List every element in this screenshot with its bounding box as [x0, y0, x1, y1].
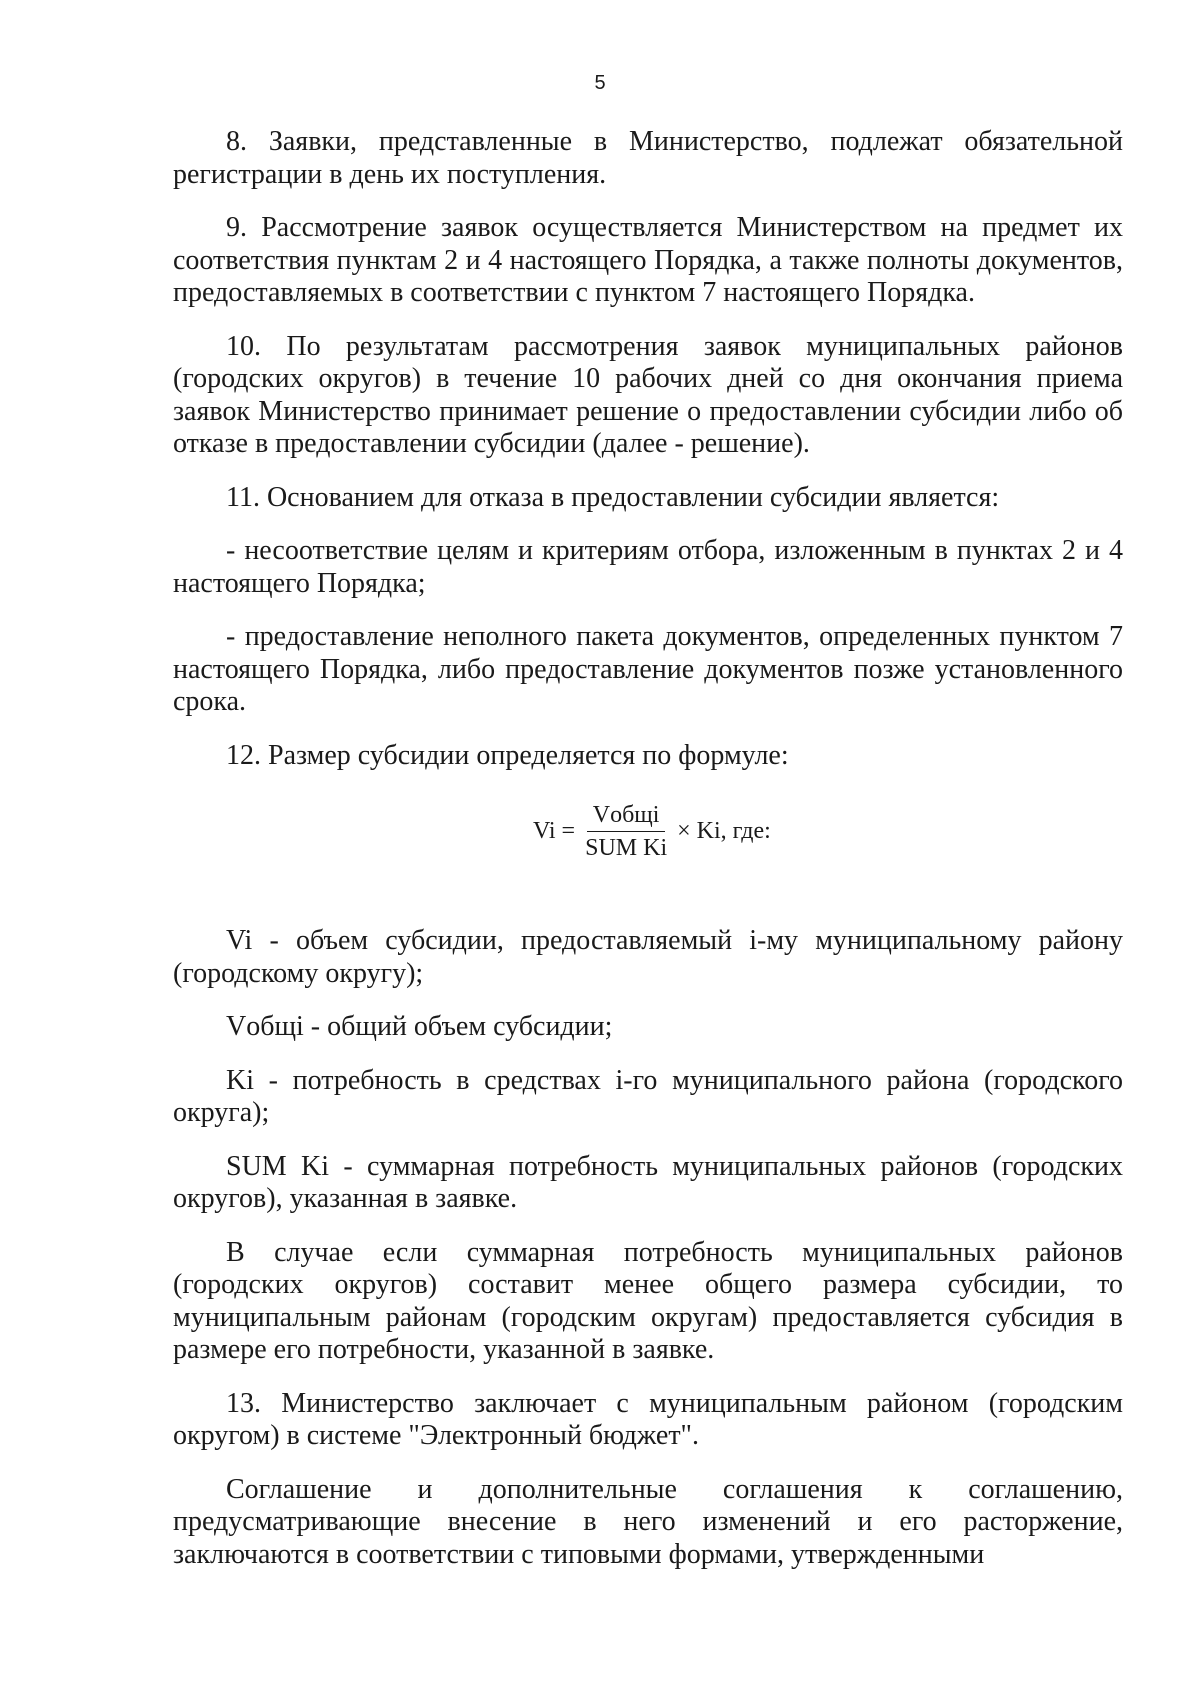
definition-vi: Vi - объем субсидии, предоставляемый i-му муниципальному району (городскому округу);: [173, 925, 1123, 989]
formula-block: [173, 793, 1123, 901]
definition-sum-ki: SUM Ki - суммарная потребность муниципальных районов (городских округов), указанная в заявке.: [173, 1150, 1123, 1214]
formula-denominator: SUM Ki: [585, 835, 668, 861]
paragraph-11-item-1: - несоответствие целям и критериям отбора, изложенным в пунктах 2 и 4 настоящего Порядка;: [173, 535, 1123, 599]
document-body: [173, 126, 1123, 1592]
definition-ki: Ki - потребность в средствах i-го муниципального района (городского округа);: [173, 1064, 1123, 1128]
formula-rhs: × Ki, где:: [677, 818, 771, 844]
paragraph-9: 9. Рассмотрение заявок осуществляется Министерством на предмет их соответствия пунктам 2 и 4 настоящего Порядка, а также полноты документов, предоставляемых в соответствии с пунктом 7 настоящего Порядка.: [173, 212, 1123, 308]
subsidy-formula: [533, 801, 771, 862]
paragraph-case: В случае если суммарная потребность муниципальных районов (городских округов) составит менее общего размера субсидии, то муниципальным районам (городским округам) предоставляется субсидия в размере его потребности, указанной в заявке.: [173, 1236, 1123, 1365]
paragraph-11-item-2: - предоставление неполного пакета документов, определенных пунктом 7 настоящего Порядка, либо предоставление документов позже установленного срока.: [173, 621, 1123, 717]
definition-vobshchi: Vобщі - общий объем субсидии;: [226, 1011, 613, 1042]
paragraph-agreement: Соглашение и дополнительные соглашения к соглашению, предусматривающие внесение в него изменений и его расторжение, заключаются в соответствии с типовыми формами, утвержденными: [173, 1473, 1123, 1570]
formula-fraction: [579, 801, 673, 862]
paragraph-13: 13. Министерство заключает с муниципальным районом (городским округом) в системе "Электронный бюджет".: [173, 1387, 1123, 1451]
paragraph-12: 12. Размер субсидии определяется по формуле:: [226, 739, 789, 771]
paragraph-8: 8. Заявки, представленные в Министерство, подлежат обязательной регистрации в день их поступления.: [173, 126, 1123, 190]
page-number: 5: [594, 72, 606, 94]
paragraph-11: 11. Основанием для отказа в предоставлении субсидии является:: [226, 481, 1000, 513]
paragraph-10: 10. По результатам рассмотрения заявок муниципальных районов (городских округов) в течение 10 рабочих дней со дня окончания приема заявок Министерство принимает решение о предоставлении субсидии либо об отказе в предоставлении субсидии (далее - решение).: [173, 330, 1123, 459]
formula-lhs: Vi =: [533, 818, 576, 844]
formula-numerator: Vобщі: [587, 801, 666, 832]
